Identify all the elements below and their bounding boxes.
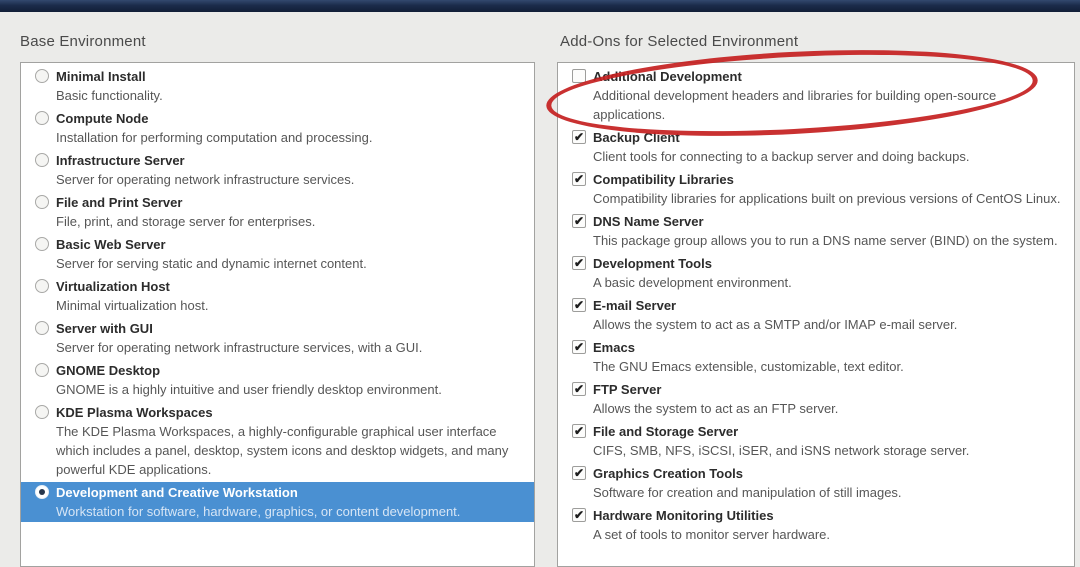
base-environment-option[interactable] (21, 318, 534, 358)
option-title: Emacs (593, 340, 635, 355)
base-environment-list[interactable] (20, 62, 535, 567)
option-title: Compatibility Libraries (593, 172, 734, 187)
checkbox-icon[interactable]: ✔ (573, 214, 585, 228)
option-description: A basic development environment. (593, 275, 792, 290)
addon-option[interactable] (558, 421, 1074, 461)
checkbox-icon[interactable]: ✔ (573, 256, 585, 270)
option-title: DNS Name Server (593, 214, 704, 229)
addon-option[interactable] (558, 505, 1074, 545)
option-description: Workstation for software, hardware, graphics, or content development. (56, 504, 461, 519)
option-title: KDE Plasma Workspaces (56, 405, 213, 420)
addons-header: Add-Ons for Selected Environment (560, 33, 799, 50)
option-title: Compute Node (56, 111, 149, 126)
addon-option[interactable] (558, 211, 1074, 251)
option-description: This package group allows you to run a DNS name server (BIND) on the system. (593, 233, 1058, 248)
option-description: Server for operating network infrastructure services, with a GUI. (56, 340, 423, 355)
option-description: Minimal virtualization host. (56, 298, 209, 313)
addon-option[interactable] (558, 463, 1074, 503)
option-title: Hardware Monitoring Utilities (593, 508, 774, 523)
checkbox-icon[interactable]: ✔ (573, 508, 585, 522)
option-description: File, print, and storage server for enterprises. (56, 214, 316, 229)
option-description: The GNU Emacs extensible, customizable, text editor. (593, 359, 904, 374)
addon-option[interactable] (558, 169, 1074, 209)
base-environment-option[interactable] (21, 234, 534, 274)
checkbox-icon[interactable]: ✔ (573, 130, 585, 144)
checkbox-icon[interactable]: ✔ (573, 340, 585, 354)
checkbox-icon[interactable]: ✔ (573, 466, 585, 480)
option-title: Minimal Install (56, 69, 146, 84)
option-title: Additional Development (593, 69, 742, 84)
radio-button-icon[interactable] (35, 237, 49, 251)
base-environment-option[interactable] (21, 276, 534, 316)
option-title: E-mail Server (593, 298, 677, 313)
radio-button-icon[interactable] (35, 153, 49, 167)
addon-option[interactable] (558, 295, 1074, 335)
base-environment-option[interactable] (21, 150, 534, 190)
option-title: Infrastructure Server (56, 153, 185, 168)
option-description: Compatibility libraries for applications built on previous versions of CentOS Linux. (593, 191, 1061, 206)
addon-option[interactable] (558, 379, 1074, 419)
option-description: Allows the system to act as a SMTP and/or IMAP e-mail server. (593, 317, 958, 332)
option-title: Development and Creative Workstation (56, 485, 298, 500)
checkbox-icon[interactable]: ✔ (573, 172, 585, 186)
checkbox-icon[interactable]: ✔ (573, 382, 585, 396)
option-title: File and Print Server (56, 195, 183, 210)
option-description: CIFS, SMB, NFS, iSCSI, iSER, and iSNS network storage server. (593, 443, 970, 458)
base-environment-option[interactable] (21, 402, 534, 480)
option-title: FTP Server (593, 382, 662, 397)
option-title: Backup Client (593, 130, 680, 145)
addon-option[interactable] (558, 337, 1074, 377)
radio-button-icon[interactable] (35, 405, 49, 419)
radio-button-icon[interactable] (35, 195, 49, 209)
radio-button-icon[interactable] (35, 111, 49, 125)
option-title: Development Tools (593, 256, 712, 271)
base-environment-option[interactable] (21, 192, 534, 232)
option-description: Installation for performing computation and processing. (56, 130, 373, 145)
option-description: Additional development headers and libraries for building open-source applications. (593, 88, 997, 122)
base-environment-header: Base Environment (20, 33, 146, 50)
base-environment-option[interactable] (21, 482, 534, 522)
option-title: Server with GUI (56, 321, 153, 336)
option-description: GNOME is a highly intuitive and user friendly desktop environment. (56, 382, 442, 397)
addon-option[interactable] (558, 127, 1074, 167)
option-description: Allows the system to act as an FTP server. (593, 401, 839, 416)
radio-button-icon[interactable] (35, 363, 49, 377)
option-description: Server for serving static and dynamic internet content. (56, 256, 367, 271)
addon-option[interactable] (558, 66, 1074, 125)
option-description: A set of tools to monitor server hardware. (593, 527, 830, 542)
radio-button-icon[interactable] (35, 279, 49, 293)
checkbox-icon[interactable]: ✔ (573, 298, 585, 312)
option-description: Client tools for connecting to a backup server and doing backups. (593, 149, 970, 164)
radio-button-icon[interactable] (35, 69, 49, 83)
base-environment-option[interactable] (21, 66, 534, 106)
option-description: Software for creation and manipulation of still images. (593, 485, 902, 500)
radio-button-icon[interactable] (35, 485, 49, 499)
option-description: Basic functionality. (56, 88, 163, 103)
base-environment-option[interactable] (21, 108, 534, 148)
option-title: File and Storage Server (593, 424, 739, 439)
option-title: Basic Web Server (56, 237, 166, 252)
option-title: GNOME Desktop (56, 363, 161, 378)
option-title: Graphics Creation Tools (593, 466, 744, 481)
option-description: Server for operating network infrastructure services. (56, 172, 355, 187)
window-top-banner (0, 0, 1080, 12)
addon-option[interactable] (558, 253, 1074, 293)
option-title: Virtualization Host (56, 279, 170, 294)
radio-button-icon[interactable] (35, 321, 49, 335)
base-environment-option[interactable] (21, 360, 534, 400)
checkbox-icon[interactable] (572, 69, 586, 83)
option-description: The KDE Plasma Workspaces, a highly-configurable graphical user interface which includes a panel, desktop, system icons and desktop widgets, and many powerful KDE applications. (56, 424, 509, 477)
checkbox-icon[interactable]: ✔ (573, 424, 585, 438)
addons-list[interactable] (557, 62, 1075, 567)
